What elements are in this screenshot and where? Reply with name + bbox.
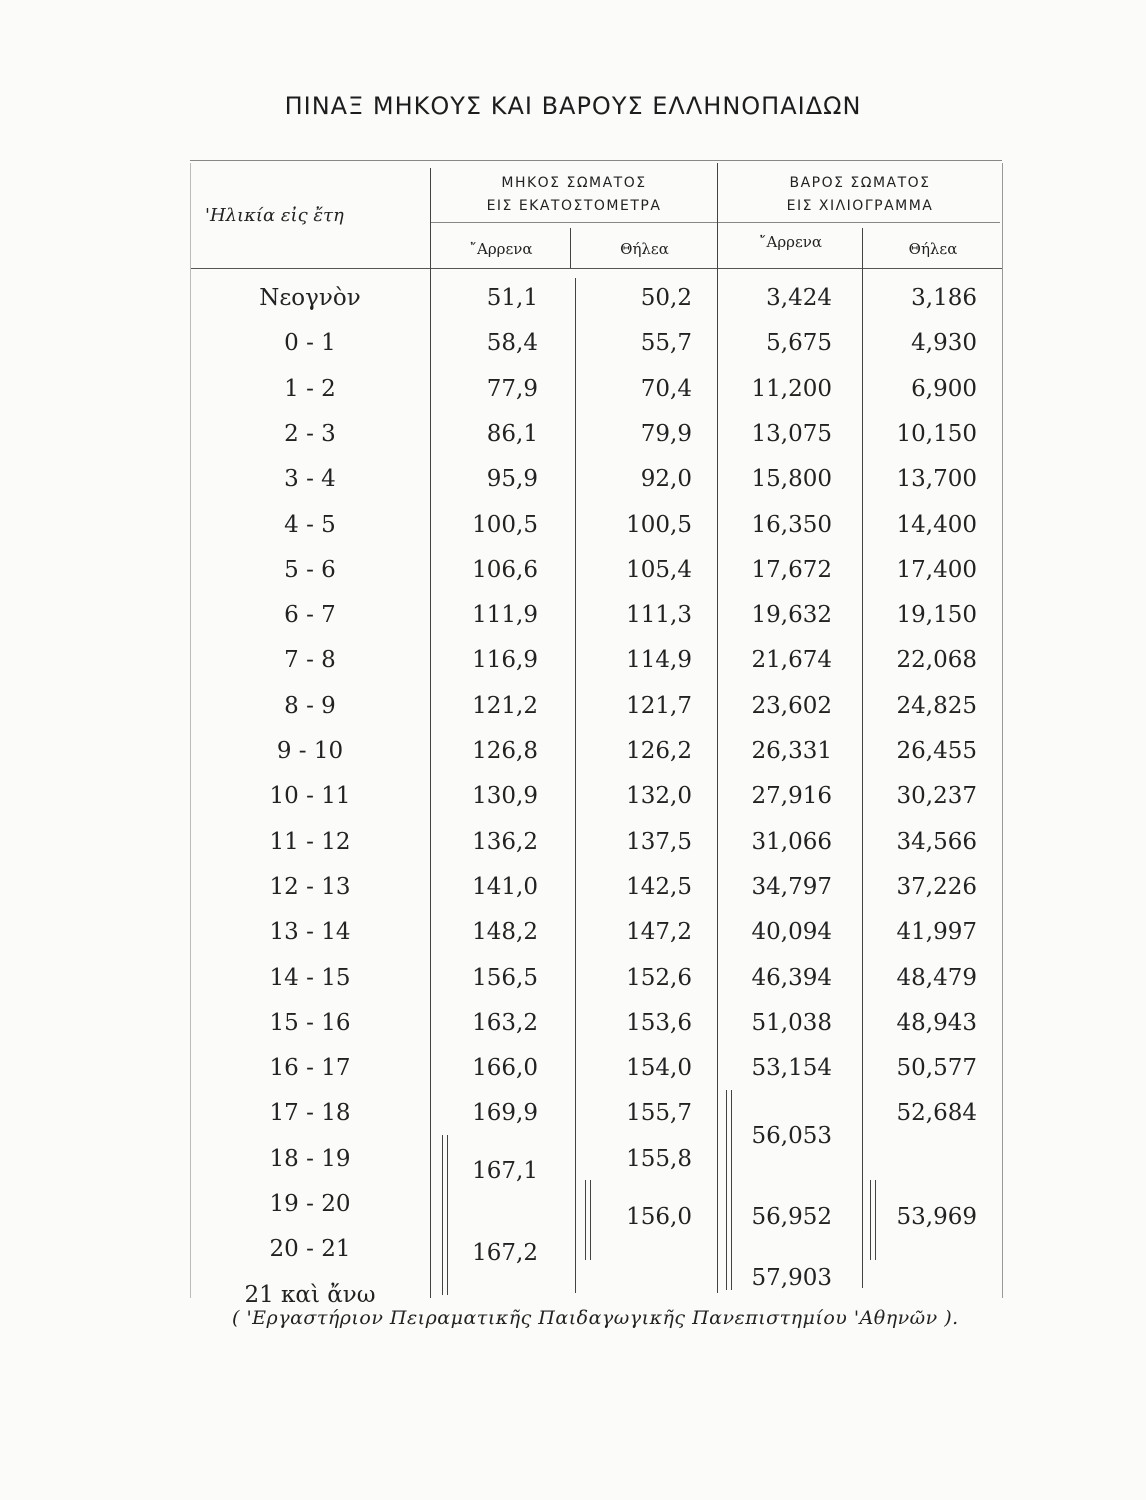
age-cell: 18 - 19 bbox=[269, 1145, 351, 1172]
length-header-line2: ΕΙΣ ΕΚΑΤΟΣΤΟΜΕΤΡΑ bbox=[486, 198, 662, 214]
weight-male-cell: 11,200 bbox=[751, 375, 832, 402]
weight-female-cell: 13,700 bbox=[896, 466, 977, 493]
weight-female-cell: 22,068 bbox=[896, 647, 977, 674]
weight-female-cell: 19,150 bbox=[896, 602, 977, 629]
age-cell: 21 καὶ ἄνω bbox=[244, 1281, 376, 1308]
length-female-cell: 147,2 bbox=[626, 919, 692, 946]
length-male-header: ῎Αρρενα bbox=[469, 240, 533, 258]
age-cell: 7 - 8 bbox=[284, 647, 336, 674]
age-cell: 19 - 20 bbox=[269, 1191, 351, 1217]
weight-male-cell: 40,094 bbox=[751, 919, 832, 946]
length-female-cell: 155,8 bbox=[626, 1145, 692, 1172]
weight-female-cell: 50,577 bbox=[896, 1055, 977, 1082]
length-male-cell: 58,4 bbox=[486, 330, 538, 357]
age-cell: 13 - 14 bbox=[269, 919, 351, 946]
weight-sex-divider bbox=[862, 228, 863, 1288]
length-male-cell: 95,9 bbox=[486, 466, 538, 493]
merged-cell: 156,0 bbox=[626, 1204, 692, 1230]
age-cell: 3 - 4 bbox=[284, 466, 336, 493]
weight-male-cell: 21,674 bbox=[751, 647, 832, 674]
length-male-cell: 156,5 bbox=[472, 964, 538, 991]
age-cell: 10 - 11 bbox=[269, 783, 351, 810]
age-cell: 4 - 5 bbox=[284, 511, 336, 538]
length-female-cell: 114,9 bbox=[626, 647, 692, 674]
length-sex-divider bbox=[570, 228, 571, 268]
length-male-cell: 51,1 bbox=[486, 285, 538, 311]
age-cell: 2 - 3 bbox=[284, 420, 336, 447]
weight-header-line2: ΕΙΣ ΧΙΛΙΟΓΡΑΜΜΑ bbox=[786, 198, 934, 214]
weight-female-cell: 14,400 bbox=[896, 511, 977, 538]
merge-bracket bbox=[726, 1090, 727, 1290]
length-male-cell: 163,2 bbox=[472, 1009, 538, 1036]
age-cell: 11 - 12 bbox=[269, 828, 351, 855]
length-male-cell: 106,6 bbox=[472, 556, 538, 583]
weight-female-cell: 10,150 bbox=[896, 420, 977, 447]
right-border bbox=[1002, 163, 1003, 1298]
length-male-cell: 130,9 bbox=[472, 783, 538, 810]
merged-cell: 57,903 bbox=[751, 1265, 832, 1291]
length-female-cell: 92,0 bbox=[640, 466, 692, 493]
weight-header bbox=[719, 172, 1001, 218]
weight-male-cell: 27,916 bbox=[751, 783, 832, 810]
age-cell: 0 - 1 bbox=[284, 330, 336, 357]
merged-cell: 167,1 bbox=[472, 1158, 538, 1184]
length-female-cell: 154,0 bbox=[626, 1055, 692, 1082]
length-female-header: Θήλεα bbox=[620, 240, 669, 258]
length-male-cell: 111,9 bbox=[472, 602, 538, 629]
length-female-cell: 105,4 bbox=[626, 556, 692, 583]
weight-female-cell: 37,226 bbox=[896, 873, 977, 900]
table-top-rule bbox=[190, 160, 1002, 161]
weight-male-cell: 53,154 bbox=[751, 1055, 832, 1082]
age-cell: 6 - 7 bbox=[284, 602, 336, 629]
weight-female-cell: 48,943 bbox=[896, 1009, 977, 1036]
length-female-cell: 70,4 bbox=[640, 375, 692, 402]
length-female-cell: 152,6 bbox=[626, 964, 692, 991]
age-cell: 14 - 15 bbox=[269, 964, 351, 991]
weight-female-header: Θήλεα bbox=[908, 240, 958, 258]
length-female-cell: 137,5 bbox=[626, 828, 692, 855]
length-female-cell: 132,0 bbox=[626, 783, 692, 810]
age-cell: 8 - 9 bbox=[284, 692, 336, 719]
weight-female-cell: 52,684 bbox=[896, 1100, 977, 1127]
length-female-cell: 50,2 bbox=[640, 285, 692, 311]
length-header-line1: ΜΗΚΟΣ ΣΩΜΑΤΟΣ bbox=[501, 175, 647, 191]
weight-female-cell: 17,400 bbox=[896, 556, 977, 583]
age-cell: 12 - 13 bbox=[269, 873, 351, 900]
weight-female-cell: 34,566 bbox=[896, 828, 977, 855]
weight-male-cell: 46,394 bbox=[751, 964, 832, 991]
weight-female-cell: 48,479 bbox=[896, 964, 977, 991]
weight-male-cell: 23,602 bbox=[751, 692, 832, 719]
length-female-cell: 155,7 bbox=[626, 1100, 692, 1127]
page-title: ΠΙΝΑΞ ΜΗΚΟΥΣ ΚΑΙ ΒΑΡΟΥΣ ΕΛΛΗΝΟΠΑΙΔΩΝ bbox=[284, 92, 862, 120]
weight-male-cell: 13,075 bbox=[751, 420, 832, 447]
weight-female-cell: 3,186 bbox=[911, 285, 977, 311]
weight-male-cell: 15,800 bbox=[751, 466, 832, 493]
length-male-cell: 148,2 bbox=[472, 919, 538, 946]
merged-cell: 56,952 bbox=[751, 1204, 832, 1230]
weight-male-cell: 5,675 bbox=[766, 330, 832, 357]
weight-female-cell: 6,900 bbox=[911, 375, 977, 402]
merged-cell: 167,2 bbox=[472, 1240, 538, 1266]
weight-male-cell: 16,350 bbox=[751, 511, 832, 538]
weight-male-cell: 34,797 bbox=[751, 873, 832, 900]
age-cell: 5 - 6 bbox=[284, 556, 336, 583]
length-male-cell: 126,8 bbox=[472, 738, 538, 764]
length-female-cell: 121,7 bbox=[626, 692, 692, 719]
age-cell: 15 - 16 bbox=[269, 1009, 351, 1036]
age-cell: 1 - 2 bbox=[284, 375, 336, 402]
length-female-cell: 153,6 bbox=[626, 1009, 692, 1036]
weight-male-cell: 3,424 bbox=[766, 285, 832, 311]
length-female-cell: 126,2 bbox=[626, 738, 692, 764]
age-cell: Νεογνὸν bbox=[259, 285, 361, 311]
length-weight-divider bbox=[717, 163, 718, 1293]
length-male-cell: 166,0 bbox=[472, 1055, 538, 1082]
length-male-cell: 169,9 bbox=[472, 1100, 538, 1127]
weight-male-cell: 31,066 bbox=[751, 828, 832, 855]
weight-male-header: ῎Αρρενα bbox=[759, 233, 822, 251]
length-female-cell: 142,5 bbox=[626, 873, 692, 900]
weight-female-cell: 24,825 bbox=[896, 692, 977, 719]
merged-cell: 53,969 bbox=[896, 1204, 977, 1230]
subheader-rule bbox=[430, 222, 1000, 223]
weight-female-cell: 41,997 bbox=[896, 919, 977, 946]
header-bottom-rule bbox=[190, 268, 1002, 269]
weight-male-cell: 51,038 bbox=[751, 1009, 832, 1036]
merged-cell: 56,053 bbox=[751, 1123, 832, 1149]
weight-female-cell: 26,455 bbox=[896, 738, 977, 764]
merge-bracket bbox=[731, 1090, 732, 1290]
length-male-cell: 77,9 bbox=[486, 375, 538, 402]
weight-male-cell: 17,672 bbox=[751, 556, 832, 583]
length-male-cell: 136,2 bbox=[472, 828, 538, 855]
length-female-cell: 111,3 bbox=[626, 602, 692, 629]
length-male-cell: 116,9 bbox=[472, 647, 538, 674]
age-header: 'Ηλικία εἰς ἔτη bbox=[205, 205, 344, 226]
age-cell: 20 - 21 bbox=[269, 1236, 351, 1263]
weight-header-line1: ΒΑΡΟΣ ΣΩΜΑΤΟΣ bbox=[789, 175, 931, 191]
left-border bbox=[190, 163, 191, 1298]
length-male-cell: 100,5 bbox=[472, 511, 538, 538]
length-male-cell: 121,2 bbox=[472, 692, 538, 719]
length-header bbox=[432, 172, 716, 218]
weight-male-cell: 26,331 bbox=[751, 738, 832, 764]
age-cell: 17 - 18 bbox=[269, 1100, 351, 1127]
length-female-divider bbox=[575, 278, 576, 1293]
length-male-cell: 141,0 bbox=[472, 873, 538, 900]
length-female-cell: 55,7 bbox=[640, 330, 692, 357]
length-male-cell: 86,1 bbox=[486, 420, 538, 447]
age-cell: 16 - 17 bbox=[269, 1055, 351, 1082]
weight-female-cell: 4,930 bbox=[911, 330, 977, 357]
weight-female-cell: 30,237 bbox=[896, 783, 977, 810]
length-female-cell: 79,9 bbox=[640, 420, 692, 447]
length-female-cell: 100,5 bbox=[626, 511, 692, 538]
weight-male-cell: 19,632 bbox=[751, 602, 832, 629]
age-cell: 9 - 10 bbox=[276, 738, 344, 764]
footnote: ( 'Εργαστήριον Πειραματικῆς Παιδαγωγικῆς Πανεπιστημίου 'Αθηνῶν ). bbox=[232, 1307, 959, 1329]
